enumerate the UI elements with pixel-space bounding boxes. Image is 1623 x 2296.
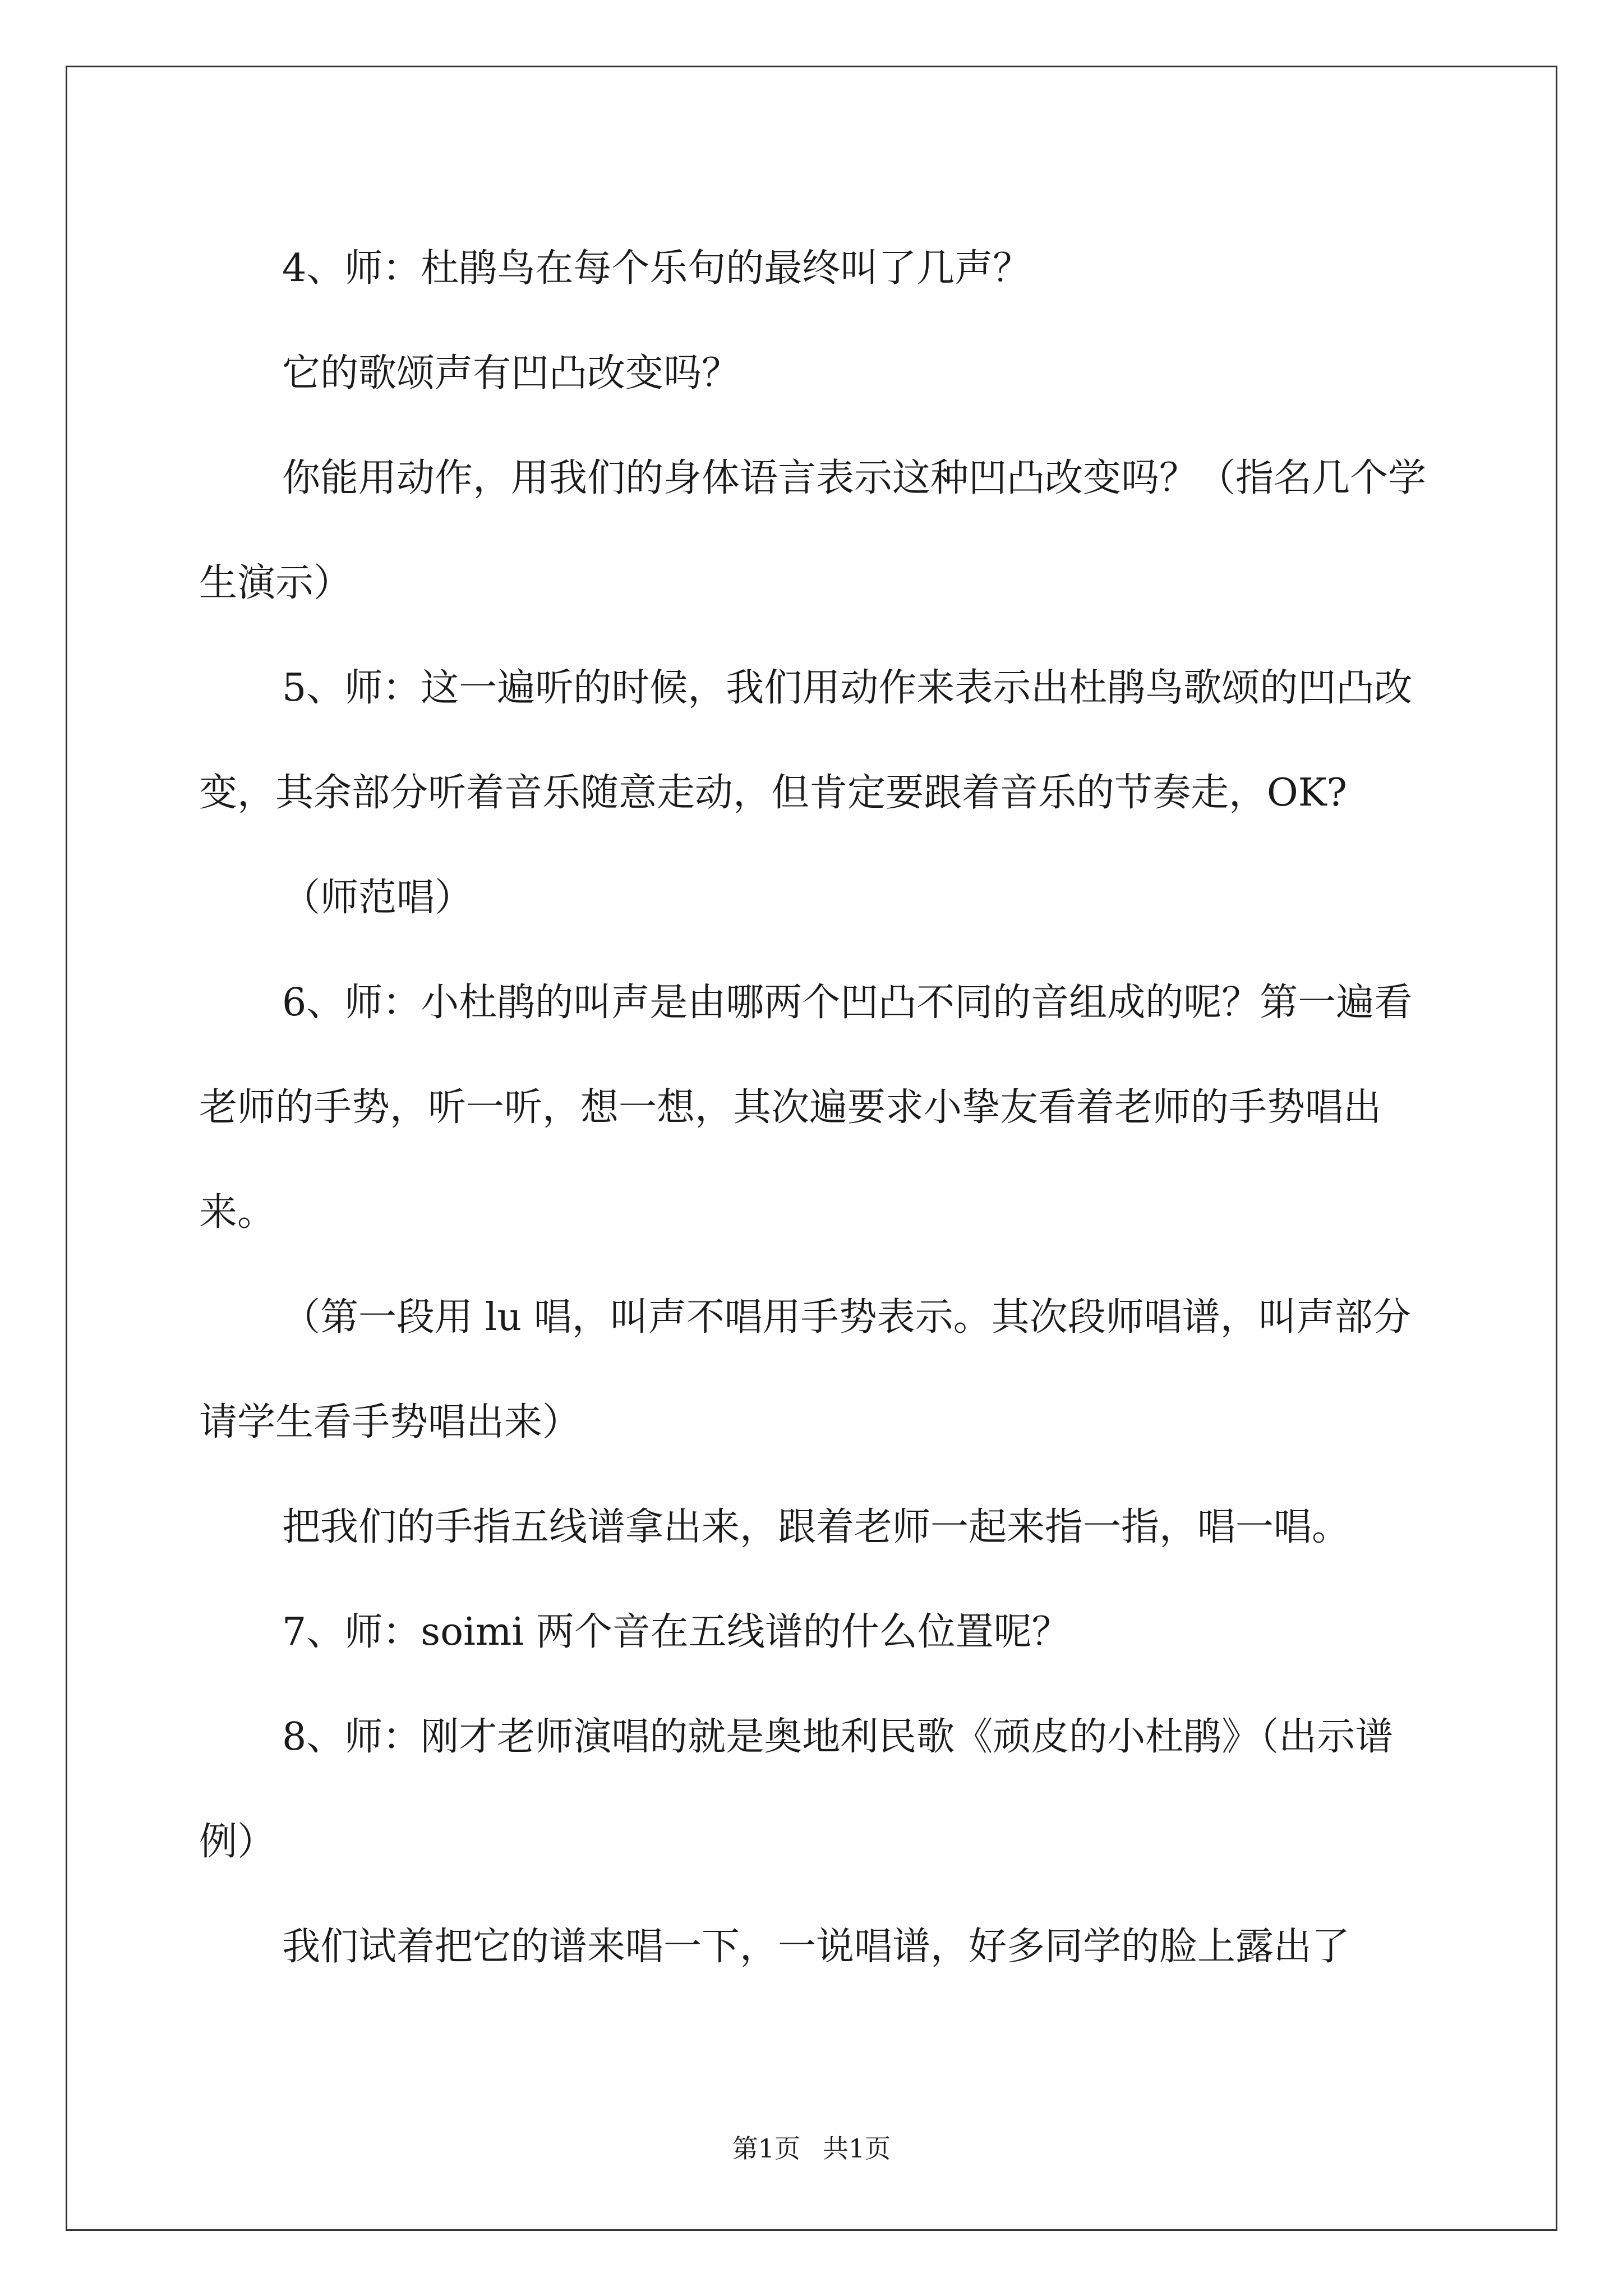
paragraph: 4、师：杜鹃鸟在每个乐句的最终叫了几声？: [282, 246, 1031, 291]
page-number: 第1页: [732, 2133, 800, 2164]
paragraph: 7、师：soimi 两个音在五线谱的什么位置呢？: [282, 1610, 1070, 1654]
paragraph: 6、师：小杜鹃的叫声是由哪两个凹凸不同的音组成的呢？第一遍看老师的手势，听一听，想一想，其次遍要求小挚友看着老师的手势唱出来。: [199, 981, 1413, 1235]
paragraph: （师范唱）: [282, 876, 473, 920]
paragraph: 我们试着把它的谱来唱一下，一说唱谱，好多同学的脸上露出了: [282, 1925, 1350, 1969]
paragraph: 5、师：这一遍听的时候，我们用动作来表示出杜鹃鸟歌颂的凹凸改变，其余部分听着音乐随意走动，但肯定要跟着音乐的节奏走，OK?: [199, 666, 1413, 815]
paragraph: 8、师：刚才老师演唱的就是奥地利民歌《顽皮的小杜鹃》（出示谱例）: [199, 1715, 1394, 1864]
paragraph: （第一段用 lu 唱，叫声不唱用手势表示。其次段师唱谱，叫声部分请学生看手势唱出来）: [199, 1295, 1411, 1444]
paragraph: 它的歌颂声有凹凸改变吗？: [282, 351, 740, 395]
paragraph: 把我们的手指五线谱拿出来，跟着老师一起来指一指，唱一唱。: [282, 1505, 1350, 1549]
paragraph: 你能用动作，用我们的身体语言表示这种凹凸改变吗？（指名几个学生演示）: [199, 456, 1427, 605]
page-total: 共1页: [823, 2133, 891, 2164]
page-footer: [0, 2132, 1623, 2165]
